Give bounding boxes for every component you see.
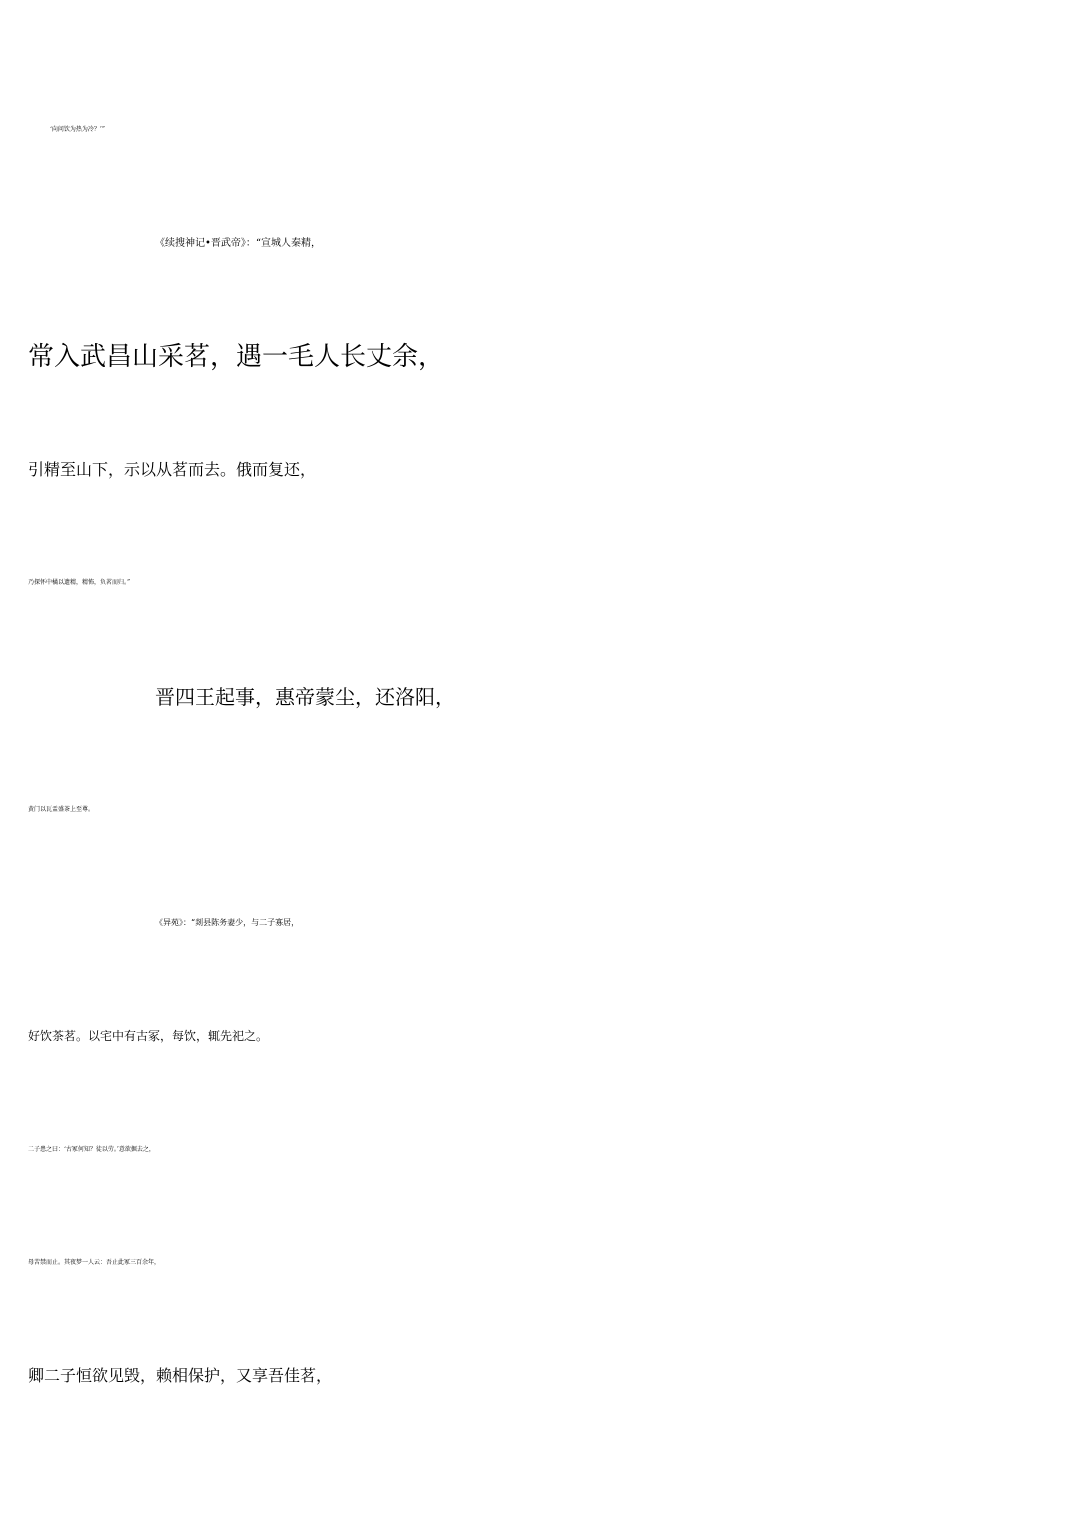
hanzi-row: 黄门以瓦盂盛茶上至尊。 <box>28 806 95 813</box>
text-line-11 <box>0 1199 1080 1299</box>
text-line-3 <box>0 293 1080 393</box>
text-line-7 <box>0 746 1080 846</box>
pinyin-row <box>0 746 1080 774</box>
pinyin-row <box>0 1199 1080 1227</box>
pinyin-row <box>0 859 1080 887</box>
text-line-2 <box>0 180 1080 280</box>
hanzi-row: 母苦禁而止。其夜梦一人云：吾止此冢三百余年， <box>28 1259 161 1266</box>
text-line-8 <box>0 859 1080 959</box>
text-line-12 <box>0 1312 1080 1412</box>
hanzi-row: 二子患之曰：‘古冢何知？徒以劳。’意欲掘去之， <box>28 1146 155 1153</box>
text-line-1 <box>0 66 1080 166</box>
pinyin-row <box>0 406 1080 434</box>
hanzi-row: ‘向问饮为热为冷？’” <box>50 126 105 133</box>
text-line-6 <box>0 633 1080 733</box>
pinyin-row <box>0 66 1080 94</box>
pinyin-row <box>0 972 1080 1000</box>
text-line-9 <box>0 972 1080 1072</box>
hanzi-row: 乃探怀中橘以遗精，精怖，负茗而归。” <box>28 579 131 586</box>
pinyin-row <box>0 1086 1080 1114</box>
hanzi-row: 引精至山下，示以从茗而去。俄而复还， <box>28 460 317 479</box>
hanzi-row: 卿二子恒欲见毁，赖相保护，又享吾佳茗， <box>28 1366 333 1385</box>
text-line-4 <box>0 406 1080 506</box>
pinyin-row <box>0 519 1080 547</box>
hanzi-row: 晋四王起事，惠帝蒙尘，还洛阳， <box>155 685 455 709</box>
text-line-5 <box>0 519 1080 619</box>
hanzi-row: 《异苑》：“剡县陈务妻少，与二子寡居， <box>155 918 300 927</box>
text-line-10 <box>0 1086 1080 1186</box>
hanzi-row: 常入武昌山采茗，遇一毛人长丈余， <box>28 342 445 372</box>
pinyin-row <box>0 180 1080 208</box>
pinyin-row <box>0 1312 1080 1340</box>
hanzi-row: 《续搜神记•晋武帝》：“宣城人秦精， <box>155 238 322 249</box>
pinyin-row <box>0 633 1080 661</box>
hanzi-row: 好饮茶茗。以宅中有古冢，每饮，辄先祀之。 <box>28 1029 269 1043</box>
pinyin-row <box>0 293 1080 321</box>
